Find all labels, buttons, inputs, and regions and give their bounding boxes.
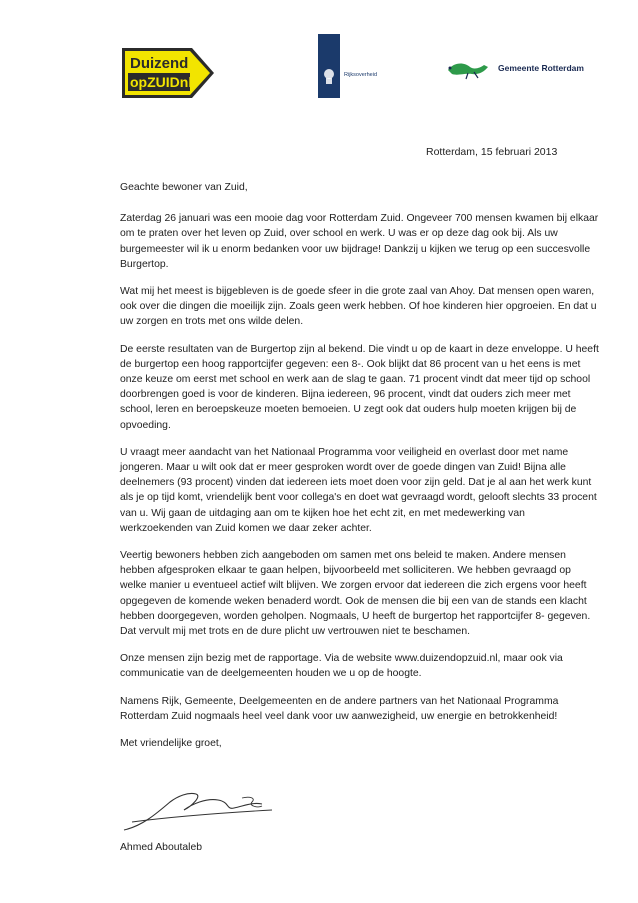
paragraph-4: U vraagt meer aandacht van het Nationaal Programma voor veiligheid en overlast door met name jongeren. Maar u wilt ook dat er meer gesproken wordt over de goede dingen van Zuid! Bijna alle deelnemers (93 procent) vinden dat iedereen iets moet doen voor zijn geld. Dat je al aan het werk kunt als je op tijd komt, vriendelijk bent voor collega's en doet wat gevraagd wordt, gelooft slechts 33 procent van u. Wij gaan de uitdaging aan om te kijken hoe het echt zit, en met medewerking van werkzoekenden van Zuid komen we daar zeker achter.: [120, 446, 597, 534]
duizend-op-zuid-logo: [120, 44, 216, 102]
handwritten-signature: [122, 784, 282, 840]
duizend-logo-line2: opZUIDnl: [130, 74, 193, 90]
rijksoverheid-logo: [318, 34, 394, 98]
duizend-logo-line1: Duizend: [130, 55, 189, 72]
paragraph-1: Zaterdag 26 januari was een mooie dag voor Rotterdam Zuid. Ongeveer 700 mensen kwamen bij elkaar om te praten over het leven op Zuid, over school en werk. U was er op deze dag ook bij. Als uw burgemeester wil ik u enorm bedanken voor uw bijdrage! Dankzij u kijken we terug op een succesvolle Burgertop.: [120, 213, 599, 270]
letter-body: [120, 180, 600, 763]
paragraph-3: De eerste resultaten van de Burgertop zijn al bekend. Die vindt u op de kaart in deze enveloppe. U heeft de burgertop een hoog rapportcijfer gegeven: een 8-. Ook blijkt dat 86 procent van u het eens is met onze keuze om eerst met school en werk aan de slag te gaan. 71 procent vindt dat meer tijd op school doorbrengen goed is voor de kinderen. Bijna iedereen, 96 procent, vindt dat ouders zich meer met school, leren en beroepskeuze moeten bemoeien. U zegt ook dat ouders hulp moeten krijgen bij de opvoeding.: [120, 343, 599, 431]
salutation: Geachte bewoner van Zuid,: [120, 182, 248, 193]
rijksoverheid-emblem: [318, 34, 340, 98]
rotterdam-lion-icon: [444, 58, 496, 80]
rijksoverheid-wordmark: Rijksoverheid: [344, 72, 378, 78]
signer-name: Ahmed Aboutaleb: [120, 842, 203, 853]
letter-date: Rotterdam, 15 februari 2013: [426, 146, 558, 158]
closing: Met vriendelijke groet,: [120, 738, 222, 750]
paragraph-7: Namens Rijk, Gemeente, Deelgemeenten en de andere partners van het Nationaal Programma Rotterdam Zuid nogmaals heel veel dank voor uw aanwezigheid, uw energie en betrokkenheid!: [120, 695, 559, 722]
paragraph-5: Veertig bewoners hebben zich aangeboden om samen met ons beleid te maken. Andere mensen hebben afgesproken elkaar te gaan helpen, bijvoorbeeld met solliciteren. We hebben gevraagd op welke manier u eventueel actief wilt blijven. We zorgen ervoor dat iedereen die zich ergens voor heeft opgegeven de komende weken benaderd wordt. Ook de mensen die bij een van de stands een klacht hebben doorgegeven, worden geholpen. Nogmaals, U heeft de burgertop het rapportcijfer 8- gegeven. Dat vervult mij met trots en de dure plicht uw vertrouwen niet te beschamen.: [120, 550, 591, 638]
gemeente-rotterdam-logo: [444, 58, 620, 80]
paragraph-2: Wat mij het meest is bijgebleven is de goede sfeer in die grote zaal van Ahoy. Dat mensen open waren, ook over die dingen die moeilijk zijn. Zoals geen werk hebben. Of hoe kinderen hier opgroeien. En dat u uw zorgen en trots met ons wilde delen.: [120, 286, 597, 328]
gemeente-rotterdam-wordmark: Gemeente Rotterdam: [498, 63, 584, 73]
paragraph-6: Onze mensen zijn bezig met de rapportage. Via de website www.duizendopzuid.nl, maar ook via communicatie van de deelgemeenten houden we u op de hoogte.: [120, 653, 563, 680]
